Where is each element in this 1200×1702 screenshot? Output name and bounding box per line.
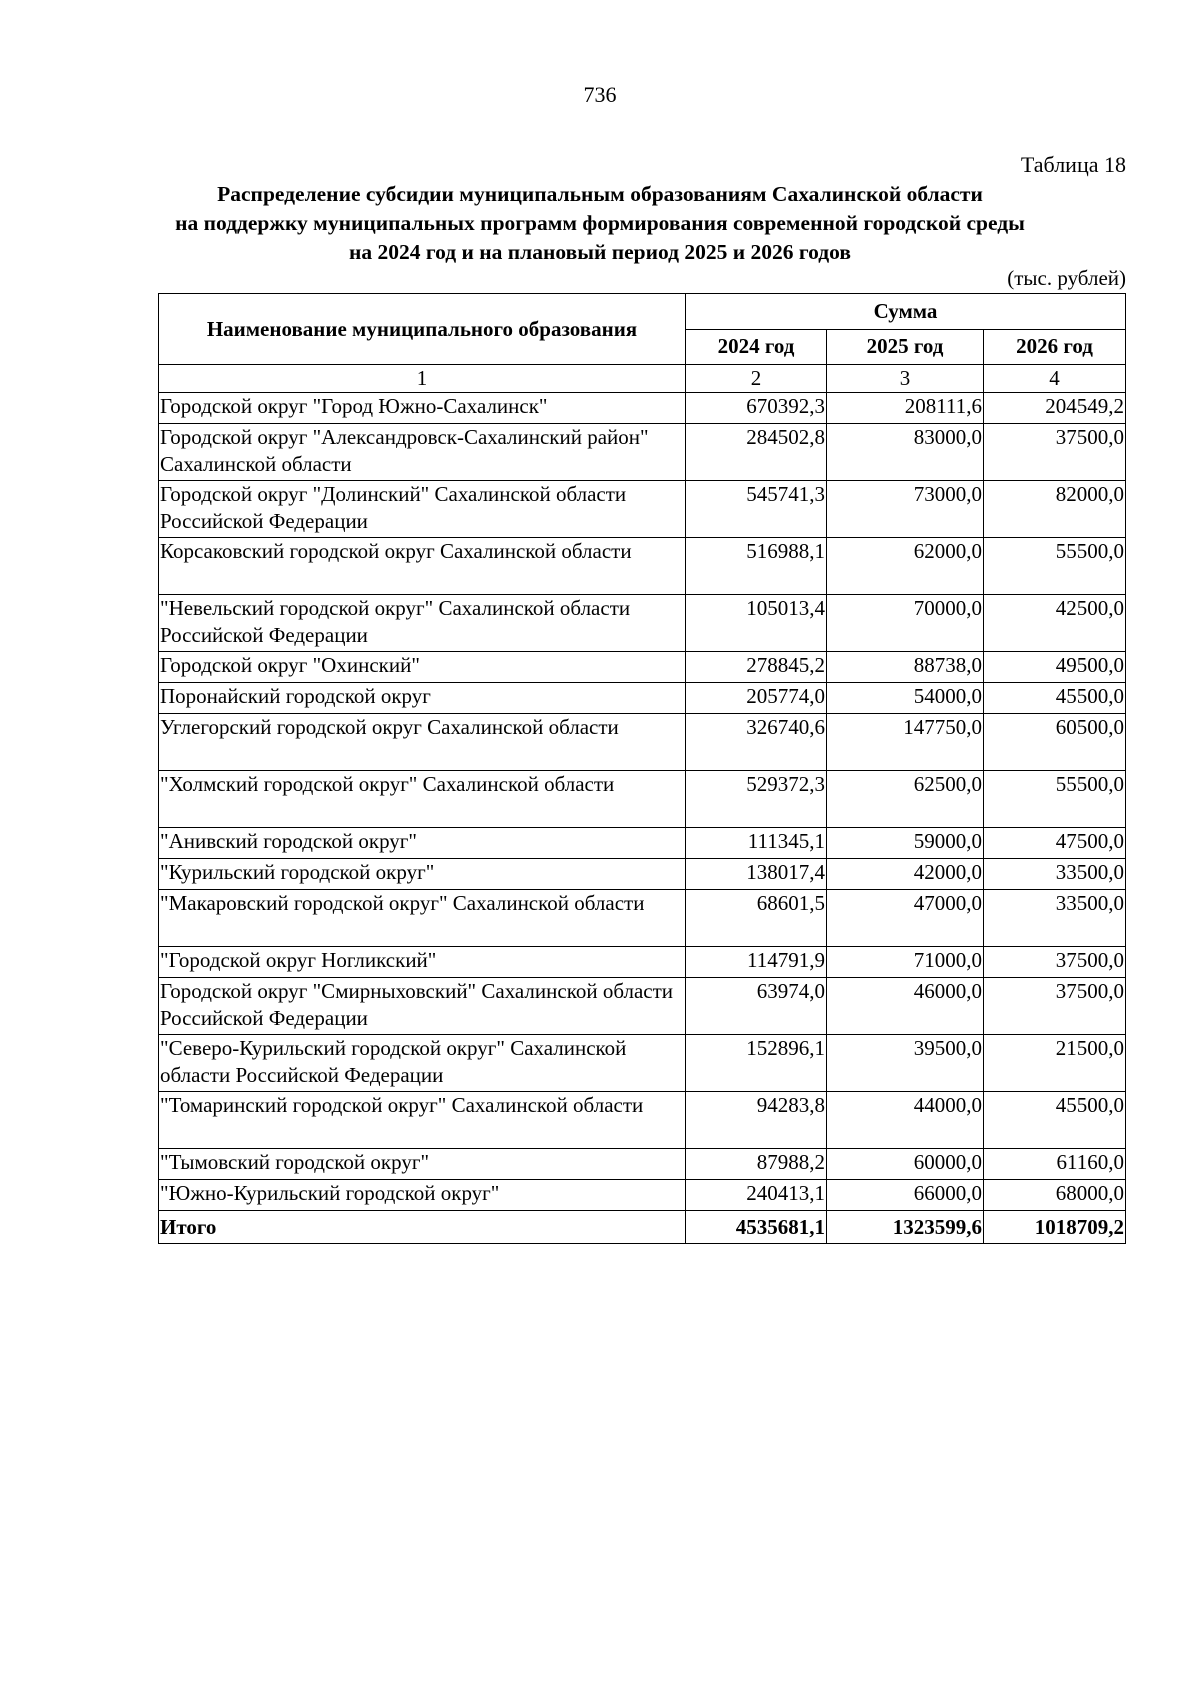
municipality-name: Городской округ "Долинский" Сахалинской области Российской Федерации — [159, 481, 686, 538]
column-number-1: 1 — [159, 365, 686, 393]
value-2025: 147750,0 — [827, 714, 984, 771]
value-2025: 62500,0 — [827, 771, 984, 828]
table-row — [159, 393, 1126, 424]
municipality-name: Городской округ "Охинский" — [159, 652, 686, 683]
value-2024: 670392,3 — [686, 393, 827, 424]
table-row — [159, 1180, 1126, 1211]
municipality-name: Городской округ "Александровск-Сахалинский район" Сахалинской области — [159, 424, 686, 481]
municipality-name: Поронайский городской округ — [159, 683, 686, 714]
value-2024: 94283,8 — [686, 1092, 827, 1149]
value-2024: 240413,1 — [686, 1180, 827, 1211]
value-2025: 44000,0 — [827, 1092, 984, 1149]
value-2026: 61160,0 — [984, 1149, 1126, 1180]
municipality-name: "Северо-Курильский городской округ" Сахалинской области Российской Федерации — [159, 1035, 686, 1092]
value-2024: 284502,8 — [686, 424, 827, 481]
table-row — [159, 890, 1126, 947]
value-2024: 326740,6 — [686, 714, 827, 771]
title-line-3: на 2024 год и на плановый период 2025 и 2026 годов — [349, 240, 851, 264]
value-2026: 82000,0 — [984, 481, 1126, 538]
table-row — [159, 1092, 1126, 1149]
table-row — [159, 595, 1126, 652]
value-2026: 60500,0 — [984, 714, 1126, 771]
value-2024: 114791,9 — [686, 947, 827, 978]
value-2025: 88738,0 — [827, 652, 984, 683]
table-row — [159, 859, 1126, 890]
value-2025: 46000,0 — [827, 978, 984, 1035]
municipality-name: "Курильский городской округ" — [159, 859, 686, 890]
value-2026: 37500,0 — [984, 978, 1126, 1035]
header-municipality: Наименование муниципального образования — [159, 294, 686, 365]
value-2026: 55500,0 — [984, 538, 1126, 595]
value-2024: 87988,2 — [686, 1149, 827, 1180]
title-line-2: на поддержку муниципальных программ формирования современной городской среды — [175, 211, 1025, 235]
value-2024: 545741,3 — [686, 481, 827, 538]
table-row — [159, 828, 1126, 859]
value-2026: 49500,0 — [984, 652, 1126, 683]
value-2024: 205774,0 — [686, 683, 827, 714]
municipality-name: "Городской округ Ногликский" — [159, 947, 686, 978]
municipality-name: Городской округ "Город Южно-Сахалинск" — [159, 393, 686, 424]
value-2025: 71000,0 — [827, 947, 984, 978]
value-2024: 278845,2 — [686, 652, 827, 683]
value-2025: 208111,6 — [827, 393, 984, 424]
value-2024: 111345,1 — [686, 828, 827, 859]
value-2025: 62000,0 — [827, 538, 984, 595]
total-2026: 1018709,2 — [984, 1211, 1126, 1244]
value-2026: 45500,0 — [984, 1092, 1126, 1149]
value-2025: 83000,0 — [827, 424, 984, 481]
value-2025: 59000,0 — [827, 828, 984, 859]
value-2025: 73000,0 — [827, 481, 984, 538]
column-number-4: 4 — [984, 365, 1126, 393]
value-2026: 55500,0 — [984, 771, 1126, 828]
document-title — [100, 180, 1100, 267]
header-year-2024: 2024 год — [686, 329, 827, 365]
municipality-name: "Макаровский городской округ" Сахалинской области — [159, 890, 686, 947]
municipality-name: Углегорский городской округ Сахалинской области — [159, 714, 686, 771]
value-2026: 68000,0 — [984, 1180, 1126, 1211]
column-number-2: 2 — [686, 365, 827, 393]
table-row — [159, 1149, 1126, 1180]
value-2024: 152896,1 — [686, 1035, 827, 1092]
table-row — [159, 947, 1126, 978]
subsidy-table — [158, 293, 1126, 1244]
table-row — [159, 978, 1126, 1035]
page-number: 736 — [583, 82, 617, 107]
municipality-name: "Холмский городской округ" Сахалинской области — [159, 771, 686, 828]
value-2024: 516988,1 — [686, 538, 827, 595]
value-2026: 42500,0 — [984, 595, 1126, 652]
municipality-name: Городской округ "Смирныховский" Сахалинской области Российской Федерации — [159, 978, 686, 1035]
value-2026: 37500,0 — [984, 947, 1126, 978]
total-label: Итого — [159, 1211, 686, 1244]
value-2025: 60000,0 — [827, 1149, 984, 1180]
table-row — [159, 714, 1126, 771]
value-2026: 37500,0 — [984, 424, 1126, 481]
value-2024: 529372,3 — [686, 771, 827, 828]
value-2025: 47000,0 — [827, 890, 984, 947]
value-2026: 45500,0 — [984, 683, 1126, 714]
table-row — [159, 424, 1126, 481]
value-2026: 21500,0 — [984, 1035, 1126, 1092]
total-2025: 1323599,6 — [827, 1211, 984, 1244]
table-row — [159, 481, 1126, 538]
municipality-name: "Томаринский городской округ" Сахалинской области — [159, 1092, 686, 1149]
municipality-name: Корсаковский городской округ Сахалинской области — [159, 538, 686, 595]
units-label: (тыс. рублей) — [1007, 266, 1126, 290]
value-2026: 47500,0 — [984, 828, 1126, 859]
table-body — [159, 393, 1126, 1244]
value-2024: 138017,4 — [686, 859, 827, 890]
table-row — [159, 652, 1126, 683]
value-2026: 33500,0 — [984, 890, 1126, 947]
header-year-2025: 2025 год — [827, 329, 984, 365]
header-year-2026: 2026 год — [984, 329, 1126, 365]
total-2024: 4535681,1 — [686, 1211, 827, 1244]
value-2025: 42000,0 — [827, 859, 984, 890]
table-row — [159, 771, 1126, 828]
value-2025: 66000,0 — [827, 1180, 984, 1211]
value-2024: 105013,4 — [686, 595, 827, 652]
total-row — [159, 1211, 1126, 1244]
value-2024: 68601,5 — [686, 890, 827, 947]
table-row — [159, 538, 1126, 595]
header-sum: Сумма — [686, 294, 1126, 330]
value-2024: 63974,0 — [686, 978, 827, 1035]
municipality-name: "Тымовский городской округ" — [159, 1149, 686, 1180]
table-label: Таблица 18 — [1020, 152, 1126, 177]
municipality-name: "Южно-Курильский городской округ" — [159, 1180, 686, 1211]
table-row — [159, 1035, 1126, 1092]
value-2026: 204549,2 — [984, 393, 1126, 424]
value-2026: 33500,0 — [984, 859, 1126, 890]
municipality-name: "Анивский городской округ" — [159, 828, 686, 859]
value-2025: 39500,0 — [827, 1035, 984, 1092]
title-line-1: Распределение субсидии муниципальным образованиям Сахалинской области — [217, 182, 983, 206]
table-row — [159, 683, 1126, 714]
value-2025: 70000,0 — [827, 595, 984, 652]
column-number-3: 3 — [827, 365, 984, 393]
value-2025: 54000,0 — [827, 683, 984, 714]
municipality-name: "Невельский городской округ" Сахалинской области Российской Федерации — [159, 595, 686, 652]
